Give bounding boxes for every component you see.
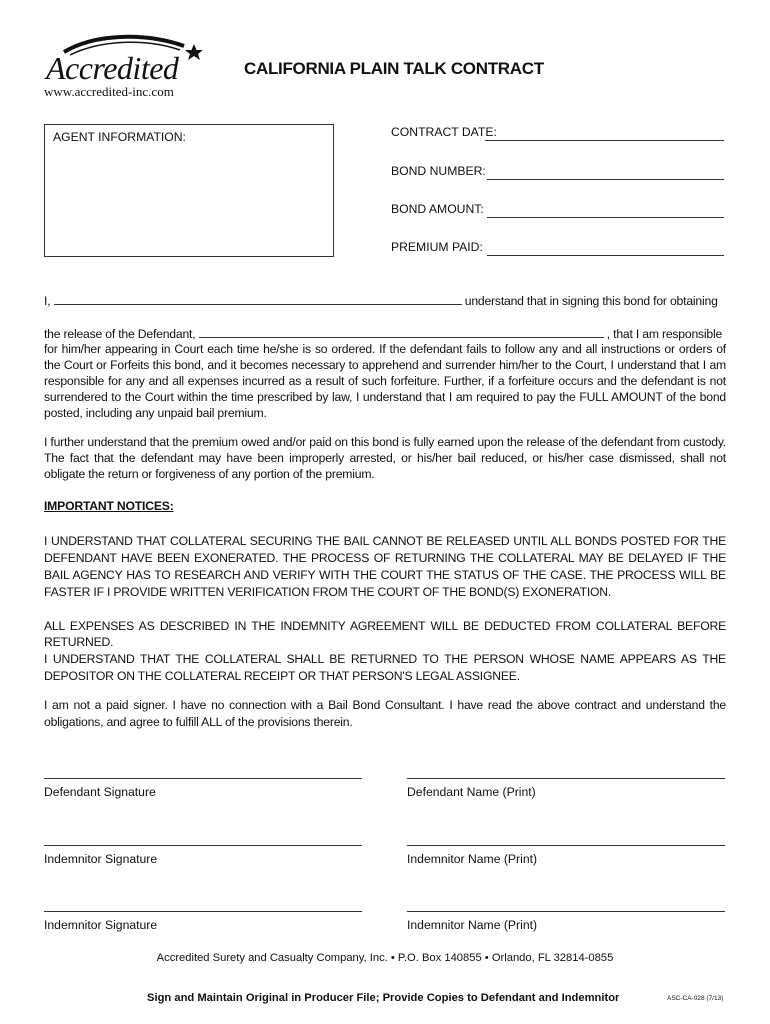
bond-amount-line[interactable] [487,217,724,218]
bond-amount-label: BOND AMOUNT: [391,202,484,216]
premium-paid-label: PREMIUM PAID: [391,240,483,254]
agent-information-box[interactable] [44,124,334,257]
logo-wordmark: Accredited [46,50,179,86]
indemnitor-signature-label-2: Indemnitor Signature [44,918,158,932]
defendant-name-line[interactable] [199,336,604,338]
bond-amount-field[interactable] [391,202,724,222]
understand-text: understand that in signing this bond for obtaining [464,294,718,308]
bond-number-line[interactable] [487,179,724,180]
document-title: CALIFORNIA PLAIN TALK CONTRACT [244,59,544,78]
contract-date-label: CONTRACT DATE: [391,125,497,139]
statement-body: for him/her appearing in Court each time he/she is so ordered. If the defendant fails to follow any and all instructions or orders of the Court or Forfeits this bond, and it becomes necessary to apprehend and surrender him/her to the Court, I understand that I am responsible for any and all expenses incurred as a result of such forfeiture. Further, if a forfeiture occurs and the defendant is not surrendered to the Court within the time prescribed by law, I understand that I am required to pay the FULL AMOUNT of the bond posted, including any unpaid bail premium. [44,342,726,420]
indemnitor-name-print-label-2: Indemnitor Name (Print) [407,918,538,932]
indemnitor-signature-line-2[interactable] [44,911,362,912]
contract-date-field[interactable] [391,125,724,145]
signer-name-line[interactable] [54,303,462,305]
release-prefix: the release of the Defendant, [44,327,196,341]
bond-number-label: BOND NUMBER: [391,164,486,178]
bond-number-field[interactable] [391,164,724,184]
company-logo [34,32,219,102]
defendant-signature-line[interactable] [44,778,362,779]
notice-2: ALL EXPENSES AS DESCRIBED IN THE INDEMNITY AGREEMENT WILL BE DEDUCTED FROM COLLATERAL BEFORE RETURNED. [44,619,726,649]
premium-paid-field[interactable] [391,240,724,260]
footer-note: Sign and Maintain Original in Producer File; Provide Copies to Defendant and Indemnitor [147,992,620,1004]
logo-url: www.accredited-inc.com [44,84,174,99]
premium-paragraph: I further understand that the premium owed and/or paid on this bond is fully earned upon the release of the defendant from custody. The fact that the defendant may have been improperly arrested, or his/her bail reduced, or his/her case dismissed, shall not obligate the return or forgiveness of any portion of the premium. [44,435,726,481]
i-prefix: I, [44,294,51,308]
statement-line-1 [44,293,726,309]
indemnitor-signature-line-1[interactable] [44,845,362,846]
defendant-name-print-label: Defendant Name (Print) [407,785,536,799]
footer-address: Accredited Surety and Casualty Company, Inc. • P.O. Box 140855 • Orlando, FL 32814-0855 [156,952,614,964]
indemnitor-name-print-label-1: Indemnitor Name (Print) [407,852,538,866]
notice-1: I UNDERSTAND THAT COLLATERAL SECURING THE BAIL CANNOT BE RELEASED UNTIL ALL BONDS POSTED FOR THE DEFENDANT HAVE BEEN EXONERATED. THE PROCESS OF RETURNING THE COLLATERAL MAY BE DELAYED IF THE BAIL AGENCY HAS TO RESEARCH AND VERIFY WITH THE COURT THE STATUS OF THE CASE. THE PROCESS WILL BE FASTER IF I PROVIDE WRITTEN VERIFICATION FROM THE COURT OF THE BOND(S) EXONERATION. [44,534,726,599]
signer-paragraph: I am not a paid signer. I have no connection with a Bail Bond Consultant. I have read the above contract and understand the obligations, and agree to fulfill ALL of the provisions therein. [44,698,726,729]
defendant-name-print-line[interactable] [407,778,725,779]
responsible-text: , that I am responsible [606,327,723,341]
form-code: ASC-CA-028 (7/13) [667,995,724,1002]
important-notices-heading: IMPORTANT NOTICES: [44,499,174,513]
notice-3: I UNDERSTAND THAT THE COLLATERAL SHALL BE RETURNED TO THE PERSON WHOSE NAME APPEARS AS THE DEPOSITOR ON THE COLLATERAL RECEIPT OR THAT PERSON'S LEGAL ASSIGNEE. [44,652,726,683]
statement-line-2 [44,326,726,342]
contract-date-line[interactable] [485,140,724,141]
agent-information-label: AGENT INFORMATION: [53,130,186,144]
premium-paid-line[interactable] [487,255,724,256]
indemnitor-name-print-line-1[interactable] [407,845,725,846]
indemnitor-name-print-line-2[interactable] [407,911,725,912]
defendant-signature-label: Defendant Signature [44,785,156,799]
indemnitor-signature-label-1: Indemnitor Signature [44,852,158,866]
